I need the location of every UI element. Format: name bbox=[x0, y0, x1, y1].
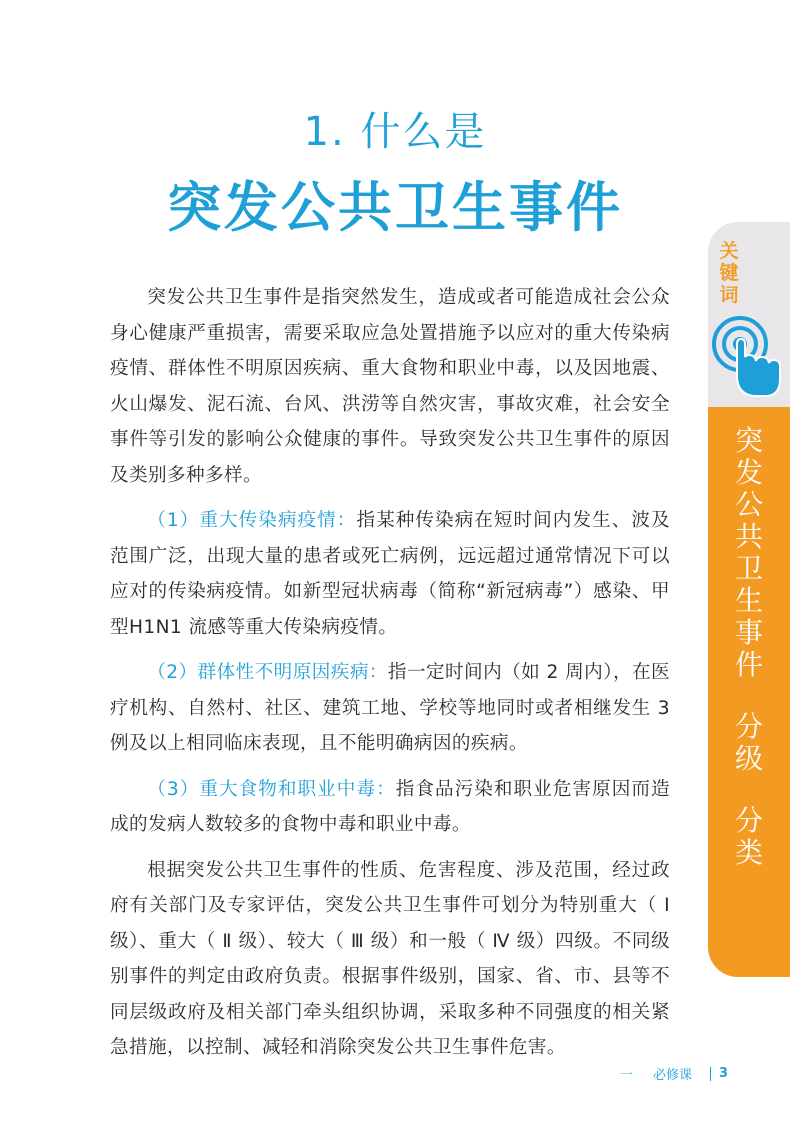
paragraph-text: 突发公共卫生事件是指突然发生，造成或者可能造成社会公众身心健康严重损害，需要采取应急处置措施予以应对的重大传染病疫情、群体性不明原因疾病、重大食物和职业中毒，以及因地震、火山爆发、泥石流、台风、洪涝等自然灾害，事故灾难，社会安全事件等引发的影响公众健康的事件。导致突发公共卫生事件的原因及类别多种多样。 bbox=[110, 287, 670, 486]
paragraph-text: 指某种传染病在短时间内发生、波及范围广泛，出现大量的患者或死亡病例，远远超过通常情况下可以应对的传染病疫情。如新型冠状病毒（简称“新冠病毒”）感染、甲型H1N1 流感等重大传染病疫情。 bbox=[110, 510, 670, 638]
paragraph-label: （3）重大食物和职业中毒： bbox=[147, 778, 396, 800]
keyword-label: 关键词 bbox=[719, 240, 739, 306]
paragraph-text: 指一定时间内（如 2 周内），在医疗机构、自然村、社区、建筑工地、学校等地同时或者相继发生 3 例及以上相同临床表现，且不能明确病因的疾病。 bbox=[110, 662, 671, 754]
footer-dash: 一 bbox=[619, 1068, 633, 1083]
paragraph-label: （1）重大传染病疫情： bbox=[147, 510, 357, 531]
paragraph-classification bbox=[110, 853, 670, 1066]
paragraph-poisoning bbox=[110, 772, 670, 843]
paragraph-label: （2）群体性不明原因疾病： bbox=[147, 662, 388, 683]
paragraph-text: 根据突发公共卫生事件的性质、危害程度、涉及范围，经过政府有关部门及专家评估，突发公共卫生事件可划分为特别重大（ Ⅰ级）、重大（ Ⅱ 级）、较大（ Ⅲ 级）和一般（ Ⅳ 级）四级。不同级别事件的判定由政府负责。根据事件级别，国家、省、市、县等不同层级政府及相关部门牵头组织协调，采取多种不同强度的相关紧急措施，以控制、减轻和消除突发公共卫生事件危害。 bbox=[110, 859, 670, 1058]
keyword-item: 分级 bbox=[734, 710, 763, 775]
page-footer bbox=[620, 1064, 728, 1083]
footer-divider bbox=[710, 1067, 711, 1081]
keyword-sidebar bbox=[708, 222, 790, 977]
paragraph-text: 指食品污染和职业危害原因而造成的发病人数较多的食物中毒和职业中毒。 bbox=[110, 778, 670, 835]
footer-section: 必修课 bbox=[652, 1068, 692, 1083]
title-number-line: 1. 什么是 bbox=[303, 109, 487, 155]
keyword-header bbox=[708, 222, 790, 407]
keyword-item: 突发公共卫生事件 bbox=[734, 424, 763, 681]
page-number: 3 bbox=[718, 1066, 728, 1081]
article-body bbox=[110, 280, 670, 1076]
page-title: 突发公共卫生事件 bbox=[167, 176, 623, 239]
keyword-band bbox=[708, 407, 790, 977]
paragraph-infectious-disease bbox=[110, 503, 670, 645]
tap-hand-icon bbox=[710, 314, 782, 400]
keyword-list bbox=[708, 425, 790, 899]
keyword-item: 分类 bbox=[734, 804, 763, 869]
paragraph-unknown-disease bbox=[110, 655, 670, 762]
paragraph-intro bbox=[110, 280, 670, 493]
